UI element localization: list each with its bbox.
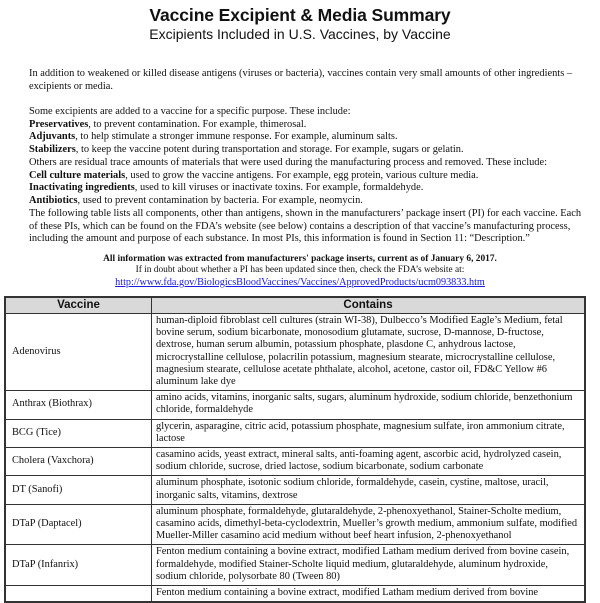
source-notice — [0, 254, 600, 289]
vaccine-contents: aluminum phosphate, isotonic sodium chloride, formaldehyde, casein, cystine, maltose, uracil, inorganic salts, vitamins, dextrose — [152, 476, 586, 504]
desc: , used to prevent contamination by bacteria. For example, neomycin. — [77, 194, 363, 206]
term: Cell culture materials — [29, 169, 126, 181]
vaccine-name: DTaP (Daptacel) — [5, 504, 152, 545]
column-header-contains: Contains — [152, 297, 586, 314]
desc: , to keep the vaccine potent during transportation and storage. For example, sugars or gelatin. — [75, 143, 464, 155]
table-row — [5, 419, 585, 447]
vaccine-contents: glycerin, asparagine, citric acid, potassium phosphate, magnesium sulfate, iron ammonium citrate, lactose — [152, 419, 586, 447]
page-subtitle: Excipients Included in U.S. Vaccines, by Vaccine — [149, 26, 451, 42]
desc: , used to grow the vaccine antigens. For example, egg protein, various culture media. — [125, 169, 479, 181]
residual-item-inactivating — [29, 182, 589, 195]
residual-lead: Others are residual trace amounts of materials that were used during the manufacturing process and removed. These include: — [29, 157, 547, 168]
vaccine-excipient-table — [4, 296, 586, 603]
vaccine-contents: amino acids, vitamins, inorganic salts, sugars, aluminum hydroxide, sodium chloride, benzethonium chloride, formaldehyde — [152, 391, 586, 419]
table-row — [5, 504, 585, 545]
vaccine-name: Anthrax (Biothrax) — [5, 391, 152, 419]
fda-link[interactable]: http://www.fda.gov/BiologicsBloodVaccines/Vaccines/ApprovedProducts/ucm093833.htm — [115, 276, 485, 288]
purpose-item-preservatives — [29, 119, 589, 132]
purpose-lead: Some excipients are added to a vaccine for a specific purpose. These include: — [29, 106, 351, 117]
vaccine-contents: Fenton medium containing a bovine extract, modified Latham medium derived from bovine casein, formaldehyde, modified Stainer-Scholte liquid medium, glutaraldehyde, aluminum hydroxide, sodium chloride, polysorbate 80 (Tween 80) — [152, 545, 586, 586]
term: Stabilizers — [29, 143, 76, 155]
desc: , to prevent contamination. For example, thimerosal. — [88, 118, 307, 130]
desc: , to help stimulate a stronger immune response. For example, aluminum salts. — [75, 131, 398, 143]
table-description — [29, 208, 589, 246]
vaccine-contents: casamino acids, yeast extract, mineral salts, anti-foaming agent, ascorbic acid, hydrolyzed casein, sodium chloride, sucrose, dried lactose, sodium bicarbonate, sodium carbonate — [152, 448, 586, 476]
term: Preservatives — [29, 118, 89, 130]
residual-section — [29, 157, 589, 207]
intro-text: In addition to weakened or killed disease antigens (viruses or bacteria), vaccines contain very small amounts of other ingredients – excipients or media. — [29, 68, 573, 92]
residual-item-antibiotics — [29, 195, 589, 208]
table-description-text: The following table lists all components, other than antigens, shown in the manufacturers’ package insert (PI) for each vaccine. Each of these PIs, which can be found on the FDA’s website (see below) contains a description of that vaccine’s manufacturing process, including the amount and purpose of each substance. In most PIs, this information is found in Section 11: “Description.” — [29, 208, 582, 245]
vaccine-contents: human-diploid fibroblast cell cultures (strain WI-38), Dulbecco’s Modified Eagle’s Medium, fetal bovine serum, sodium bicarbonate, monosodium glutamate, sucrose, D-mannose, D-fructose, dextrose, human serum albumin, potassium phosphate, plasdone C, anhydrous lactose, microcrystalline cellulose, polacrilin potassium, magnesium stearate, microcrystalline cellulose, magnesium stearate, cellulose acetate phthalate, alcohol, acetone, castor oil, FD&C Yellow #6 aluminum lake dye — [152, 314, 586, 391]
table-row — [5, 314, 585, 391]
source-notice-line2: If in doubt about whether a PI has been updated since then, check the FDA’s website at: — [135, 265, 465, 276]
table-row — [5, 545, 585, 586]
purpose-section — [29, 106, 589, 156]
desc: , used to kill viruses or inactivate toxins. For example, formaldehyde. — [134, 182, 424, 194]
term: Adjuvants — [29, 131, 76, 143]
vaccine-name: Cholera (Vaxchora) — [5, 448, 152, 476]
column-header-vaccine: Vaccine — [5, 297, 152, 314]
residual-item-cell-culture — [29, 170, 589, 183]
vaccine-contents: aluminum phosphate, formaldehyde, glutaraldehyde, 2-phenoxyethanol, Stainer-Scholte medium, casamino acids, dimethyl-beta-cyclodextrin, Mueller’s growth medium, ammonium sulfate, modified Mueller-Miller casamino acid medium without beef heart infusion, 2-phenoxyethanol — [152, 504, 586, 545]
intro-paragraph — [29, 68, 589, 93]
vaccine-name: Adenovirus — [5, 314, 152, 391]
vaccine-name: BCG (Tice) — [5, 419, 152, 447]
vaccine-name: DTaP (Infanrix) — [5, 545, 152, 586]
source-notice-bold: All information was extracted from manufacturers' package inserts, current as of January 6, 2017. — [103, 254, 497, 264]
purpose-item-adjuvants — [29, 131, 589, 144]
table-row — [5, 476, 585, 504]
table-header-row — [5, 297, 585, 314]
vaccine-name: DT (Sanofi) — [5, 476, 152, 504]
table-row — [5, 448, 585, 476]
purpose-item-stabilizers — [29, 144, 589, 157]
page-title: Vaccine Excipient & Media Summary — [149, 5, 451, 25]
table-row — [5, 391, 585, 419]
term: Inactivating ingredients — [29, 182, 135, 194]
vaccine-contents: Fenton medium containing a bovine extract, modified Latham medium derived from bovine — [152, 586, 586, 603]
term: Antibiotics — [29, 194, 78, 206]
